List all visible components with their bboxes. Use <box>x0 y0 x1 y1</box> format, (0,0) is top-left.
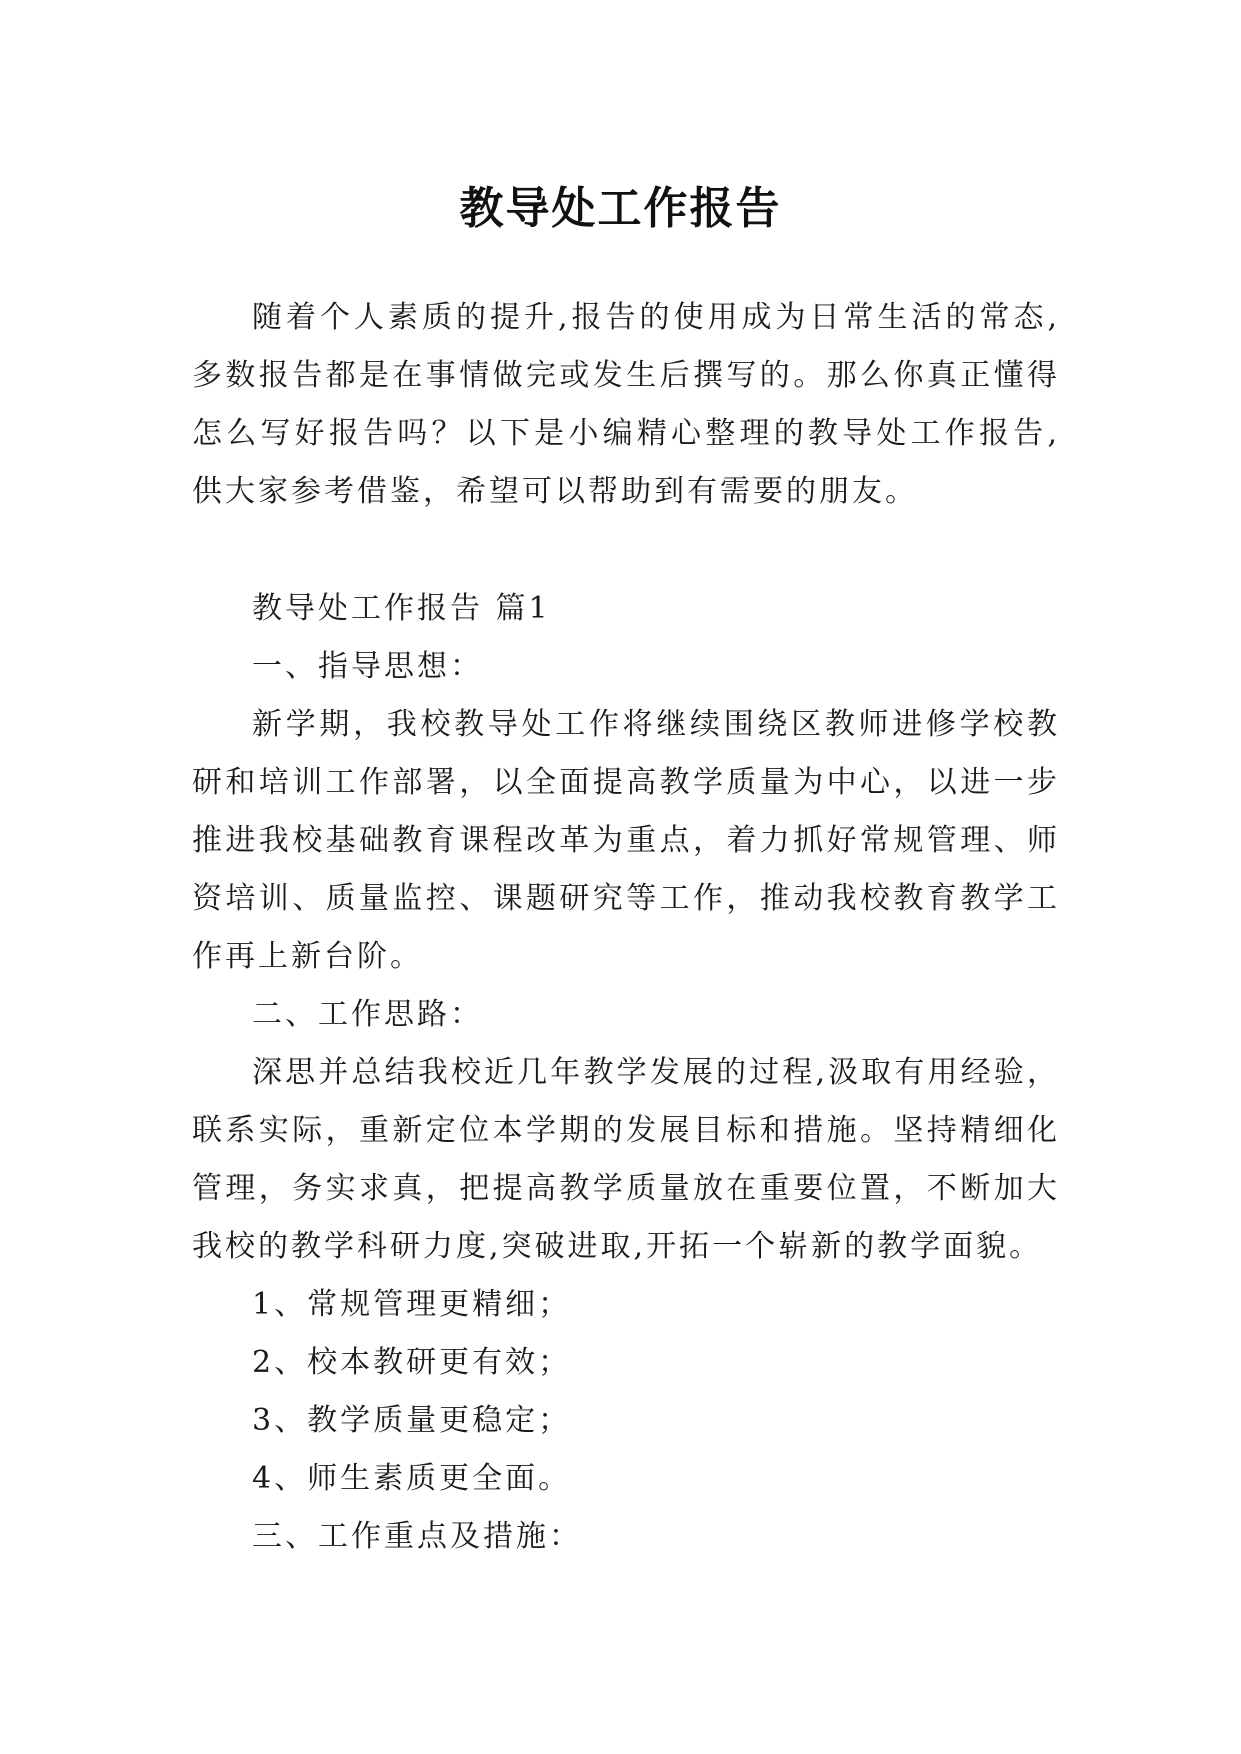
goal-item: 4、师生素质更全面。 <box>252 1461 572 1496</box>
goal-item: 2、校本教研更有效； <box>252 1345 572 1380</box>
goal-item: 3、教学质量更稳定； <box>252 1403 572 1438</box>
goal-item: 1、常规管理更精细； <box>252 1287 572 1322</box>
guiding-heading: 一、指导思想： <box>252 649 483 684</box>
guiding-paragraph: 新学期，我校教导处工作将继续围绕区教师进修学校教研和培训工作部署，以全面提高教学质量为中心，以进一步推进我校基础教育课程改革为重点，着力抓好常规管理、师资培训、质量监控、课题研究等工作，推动我校教育教学工作再上新台阶。 <box>192 707 1060 974</box>
report-section <box>192 580 1060 1566</box>
intro-paragraph: 随着个人素质的提升,报告的使用成为日常生活的常态,多数报告都是在事情做完或发生后撰写的。那么你真正懂得怎么写好报告吗？以下是小编精心整理的教导处工作报告,供大家参考借鉴，希望可以帮助到有需要的朋友。 <box>192 300 1060 509</box>
measures-heading: 三、工作重点及措施： <box>252 1519 582 1554</box>
approach-paragraph: 深思并总结我校近几年教学发展的过程,汲取有用经验，联系实际，重新定位本学期的发展目标和措施。坚持精细化管理，务实求真，把提高教学质量放在重要位置，不断加大我校的教学科研力度,突破进取,开拓一个崭新的教学面貌。 <box>192 1055 1060 1264</box>
approach-heading: 二、工作思路： <box>252 997 483 1032</box>
intro-section <box>192 289 1060 521</box>
section-heading: 教导处工作报告 篇1 <box>252 591 551 626</box>
document-title: 教导处工作报告 <box>459 183 782 235</box>
